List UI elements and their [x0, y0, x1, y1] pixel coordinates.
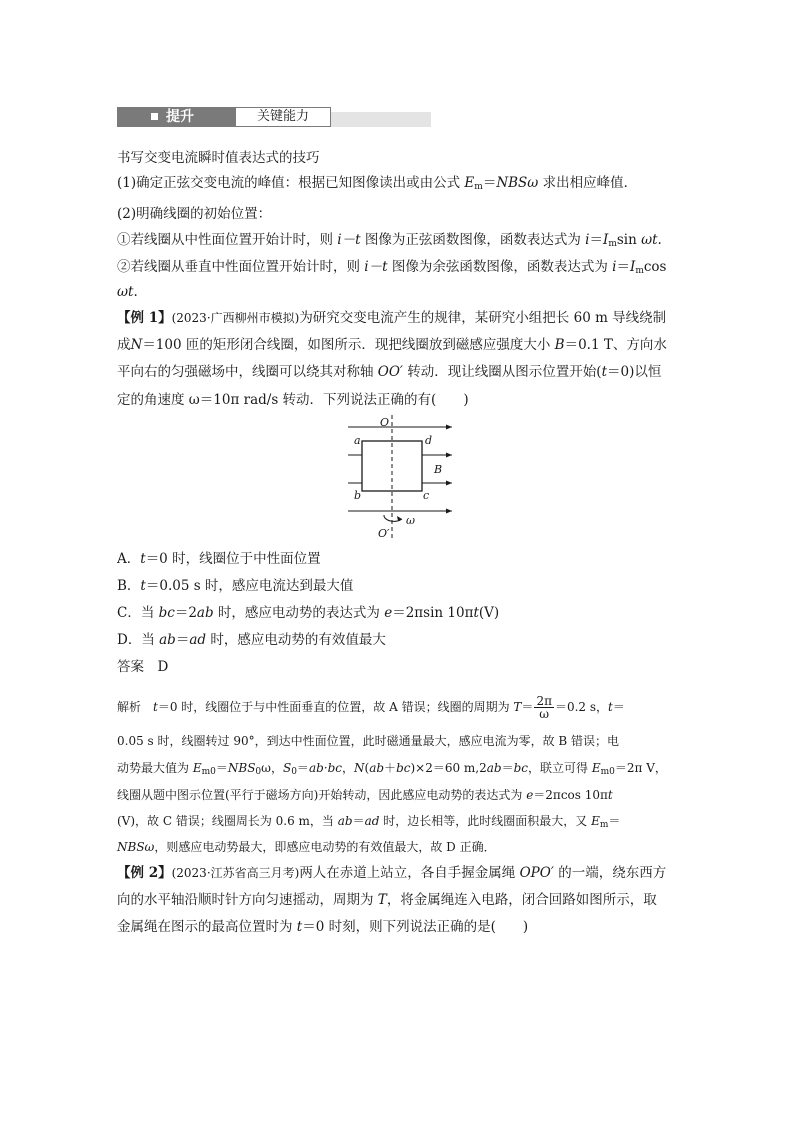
label-a: a — [354, 434, 361, 447]
example1-line1: 【例 1】(2023·广西柳州市模拟)为研究交变电流产生的规律，某研究小组把长 60 m 导线绕制 — [117, 310, 667, 326]
example1-line4: 定的角速度 ω＝10π rad/s 转动．下列说法正确的有( ) — [117, 392, 469, 408]
example1-line3: 平向右的匀强磁场中，线圈可以绕其对称轴 OO′ 转动．现让线圈从图示位置开始(t＝0)以恒 — [117, 364, 662, 380]
analysis-line5: (V)，故 C 错误；线圈周长为 0.6 m，当 ab＝ad 时，边长相等，此时线圈面积最大，又 $E_m=$ — [117, 814, 621, 830]
example1-label: 【例 1】 — [117, 310, 172, 326]
technique-case2-cont: ωt. — [117, 284, 138, 300]
label-c: c — [423, 489, 430, 502]
analysis-line6: NBSω，则感应电动势最大，即感应电动势的有效值最大，故 D 正确． — [117, 840, 496, 854]
header-square-icon — [151, 113, 158, 120]
label-O-prime: O′ — [378, 527, 390, 540]
technique-step1: (1)确定正弦交变电流的峰值：根据已知图像读出或由公式 $E_m=NBS\omega$ 求出相应峰值． — [117, 175, 638, 192]
example2-line2: 向的水平轴沿顺时针方向匀速摇动，周期为 T，将金属绳连入电路，闭合回路如图所示，取 — [117, 892, 657, 908]
analysis-line1: 解析 t＝0 时，线圈位于与中性面垂直的位置，故 A 错误；线圈的周期为 T＝ $\frac{2\pi}{\omega}$ ＝0.2 s，t＝ — [117, 694, 625, 721]
period-fraction: $\frac{2\pi}{\omega}$ — [536, 694, 552, 721]
example2-label: 【例 2】 — [117, 865, 172, 881]
example1-source: (2023·广西柳州市模拟) — [171, 311, 300, 325]
label-d: d — [425, 434, 433, 447]
option-b: B．t＝0.05 s 时，感应电流达到最大值 — [117, 578, 354, 594]
header-title: 提升 — [166, 109, 194, 125]
technique-case1: ①若线圈从中性面位置开始计时，则 i－t 图像为正弦函数图像，函数表达式为 $i=I_m\sin$ ωt. — [117, 232, 662, 249]
analysis-line3: 动势最大值为 $E_{m0}=NBS_0\omega$，$S_0=ab\cdot bc$，N(ab＋bc)×2＝60 m,2ab＝bc，联立可得 $E_{m0}=2\pi$ V， — [117, 761, 667, 777]
answer: 答案 D — [117, 659, 169, 675]
label-O: O — [380, 416, 390, 429]
label-omega: ω — [406, 514, 415, 527]
example2-line1: 【例 2】(2023·江苏省高三月考)两人在赤道上站立，各自手握金属绳 OPO′ 的一端，绕东西方 — [117, 865, 667, 881]
example2-source: (2023·江苏省高三月考) — [171, 866, 300, 880]
example2-line3: 金属绳在图示的最高位置时为 t＝0 时刻，则下列说法正确的是( ) — [117, 919, 529, 935]
technique-heading: 书写交变电流瞬时值表达式的技巧 — [117, 150, 320, 166]
technique-step2: (2)明确线圈的初始位置： — [117, 206, 272, 222]
label-B: B — [434, 463, 443, 476]
example1-line2: 成N＝100 匝的矩形闭合线圈，如图所示．现把线圈放到磁感应强度大小 B＝0.1 T、方向水 — [117, 337, 667, 353]
analysis-line4: 线圈从题中图示位置(平行于磁场方向)开始转动，因此感应电动势的表达式为 e＝2πcos 10πt — [117, 788, 613, 802]
label-b: b — [354, 489, 362, 502]
header-decoration — [331, 112, 431, 127]
analysis-line2: 0.05 s 时，线圈转过 90°，到达中性面位置，此时磁通量最大，感应电流为零，故 B 错误；电 — [117, 734, 620, 748]
option-d: D．当 ab＝ad 时，感应电动势的有效值最大 — [117, 632, 386, 648]
coil-figure — [340, 415, 460, 540]
option-c: C．当 bc＝2ab 时，感应电动势的表达式为 e＝2πsin 10πt(V) — [117, 605, 500, 621]
header-subtitle: 关键能力 — [256, 109, 309, 124]
option-a: A．t＝0 时，线圈位于中性面位置 — [117, 551, 321, 567]
technique-case2: ②若线圈从垂直中性面位置开始计时，则 i－t 图像为余弦函数图像，函数表达式为 $i=I_m\cos$ — [117, 259, 667, 276]
